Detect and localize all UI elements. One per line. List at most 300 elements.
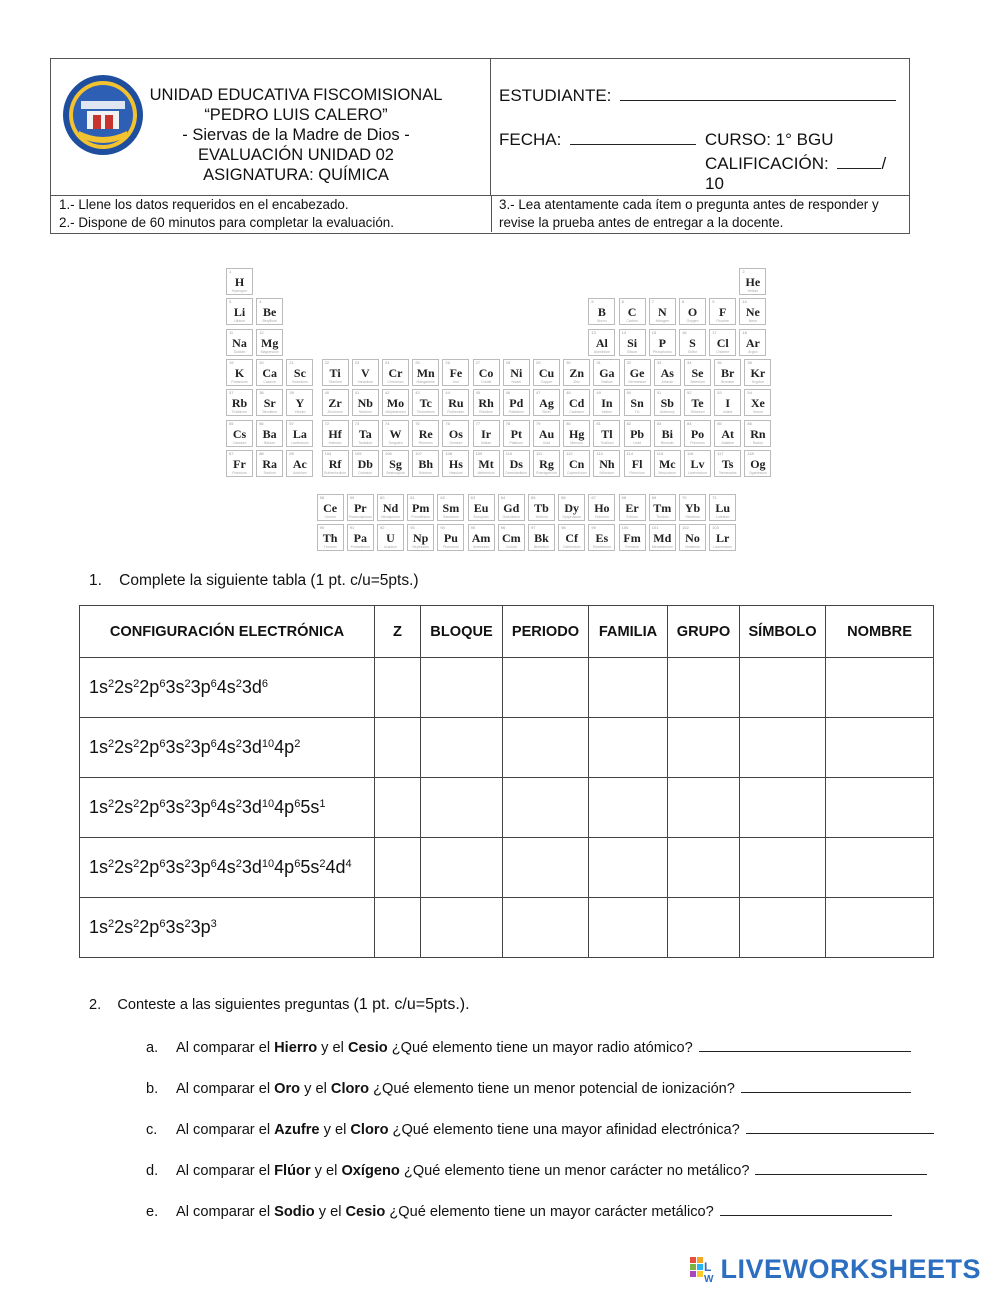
element-number: 25 <box>415 359 420 365</box>
element-number: 40 <box>324 390 330 396</box>
element-name: Antimony <box>660 410 675 415</box>
element-fe <box>442 359 469 386</box>
element-symbol: Tb <box>534 500 549 515</box>
element-2: Cloro <box>350 1122 389 1138</box>
element-name: Zirconium <box>327 410 343 415</box>
element-number: 15 <box>651 329 657 335</box>
element-rf <box>322 450 349 477</box>
element-number: 11 <box>229 329 234 335</box>
element-symbol: Y <box>295 396 305 411</box>
col-header-periodo: PERIODO <box>503 606 589 658</box>
element-number: 111 <box>536 450 543 456</box>
element-fr <box>226 450 253 477</box>
element-mt <box>473 450 500 477</box>
col-header-simbolo: SÍMBOLO <box>740 606 826 658</box>
table-row <box>80 898 934 958</box>
element-symbol: Nh <box>599 456 615 471</box>
element-name: Seaborgium <box>386 470 405 475</box>
element-symbol: Kr <box>750 365 766 380</box>
element-name: Hassium <box>449 470 463 475</box>
element-number: 44 <box>445 390 450 396</box>
answer-cell-simbolo[interactable] <box>740 778 826 838</box>
element-symbol: H <box>234 275 245 289</box>
element-name: Tantalum <box>358 440 373 445</box>
instruction-3-line-2: revise la prueba antes de entregar a la docente. <box>499 215 784 230</box>
element-name: Fluorine <box>716 319 730 324</box>
answer-cell-familia[interactable] <box>589 658 668 718</box>
orbital: 3p <box>190 737 211 757</box>
element-number: 41 <box>354 390 360 396</box>
electron-configuration <box>80 778 375 838</box>
element-name: Caesium <box>232 440 247 445</box>
element-nh <box>593 450 620 477</box>
answer-cell-simbolo[interactable] <box>740 838 826 898</box>
element-pb <box>624 420 651 447</box>
element-ti <box>322 359 349 386</box>
element-name: Helium <box>747 289 759 293</box>
orbital-electrons: 2 <box>184 798 191 810</box>
element-name: Protactinium <box>350 545 371 550</box>
table-row <box>80 718 934 778</box>
element-number: 14 <box>621 329 627 335</box>
element-name: Nihonium <box>599 470 615 475</box>
q2-title-text: 2. Conteste a las siguientes preguntas <box>89 997 350 1013</box>
element-number: 6 <box>621 299 624 305</box>
element-ne <box>739 298 766 325</box>
orbital-electrons: 6 <box>261 678 269 690</box>
element-symbol: Si <box>627 335 638 350</box>
element-name: Palladium <box>508 410 524 415</box>
answer-cell-periodo[interactable] <box>503 718 589 778</box>
table-row <box>80 778 934 838</box>
answer-cell-nombre[interactable] <box>826 778 934 838</box>
element-symbol: Pt <box>510 426 522 441</box>
element-number: 70 <box>682 494 687 500</box>
element-number: 51 <box>656 390 662 396</box>
answer-cell-grupo[interactable] <box>668 898 740 958</box>
answer-blank[interactable] <box>755 1163 927 1175</box>
answer-cell-familia[interactable] <box>589 898 668 958</box>
answer-blank[interactable] <box>746 1122 934 1134</box>
element-name: Americium <box>472 545 490 550</box>
element-name: Plutonium <box>443 545 459 550</box>
grade-blank[interactable] <box>837 153 881 169</box>
element-number: 31 <box>596 359 601 365</box>
element-name: Molybdenum <box>385 410 406 415</box>
student-name-blank[interactable] <box>620 85 896 101</box>
element-symbol: Zn <box>569 365 585 380</box>
element-pm <box>407 494 434 521</box>
element-number: 62 <box>440 494 445 500</box>
element-si <box>619 329 646 356</box>
orbital: 3s <box>165 857 185 877</box>
element-symbol: Sg <box>389 456 402 471</box>
orbital: 1s <box>89 677 109 697</box>
element-name: Californium <box>562 545 581 550</box>
grade-label: CALIFICACIÓN: <box>705 154 829 173</box>
instructions-right <box>499 196 879 232</box>
element-symbol: Ds <box>509 456 523 471</box>
element-ra <box>256 450 283 477</box>
answer-cell-simbolo[interactable] <box>740 898 826 958</box>
element-name: Cerium <box>324 514 336 519</box>
element-th <box>317 524 344 551</box>
orbital-electrons: 6 <box>159 738 166 750</box>
element-ho <box>588 494 615 521</box>
answer-blank[interactable] <box>720 1204 892 1216</box>
element-symbol: Nb <box>357 396 373 411</box>
element-symbol: Cd <box>569 396 585 411</box>
element-symbol: Mn <box>416 365 435 380</box>
element-number: 113 <box>596 450 603 456</box>
element-symbol: Yb <box>684 500 701 515</box>
answer-cell-z[interactable] <box>375 778 421 838</box>
element-number: 110 <box>505 450 513 456</box>
element-name: Argon <box>748 349 758 354</box>
element-number: 36 <box>747 359 752 365</box>
element-symbol: Ra <box>262 456 278 471</box>
element-ds <box>503 450 530 477</box>
element-symbol: Dy <box>564 500 580 515</box>
element-name: Oganesson <box>748 470 767 475</box>
orbital-electrons: 6 <box>159 918 166 930</box>
liveworksheets-brand <box>690 1254 981 1284</box>
answer-cell-familia[interactable] <box>589 778 668 838</box>
orbital: 1s <box>89 917 109 937</box>
answer-cell-bloque[interactable] <box>421 778 503 838</box>
element-number: 55 <box>229 420 234 426</box>
col-header-configuracion: CONFIGURACIÓN ELECTRÓNICA <box>80 606 375 658</box>
element-number: 30 <box>566 359 571 365</box>
element-ni <box>503 359 530 386</box>
answer-cell-z[interactable] <box>375 718 421 778</box>
element-number: 107 <box>415 450 422 456</box>
answer-blank[interactable] <box>741 1081 911 1093</box>
element-re <box>412 420 439 447</box>
element-name: Xenon <box>752 410 763 415</box>
element-symbol: Ir <box>481 426 492 441</box>
element-symbol: C <box>627 305 637 320</box>
element-symbol: La <box>292 426 307 441</box>
element-symbol: Lr <box>716 531 730 546</box>
element-name: Zinc <box>573 379 580 384</box>
element-symbol: Es <box>595 531 609 546</box>
element-name: Barium <box>264 440 276 445</box>
orbital-electrons: 10 <box>261 738 275 750</box>
element-er <box>619 494 646 521</box>
element-symbol: Cs <box>232 426 247 441</box>
orbital: 2p <box>139 677 160 697</box>
question-text-pre: Al comparar el <box>176 1122 275 1138</box>
answer-cell-grupo[interactable] <box>668 658 740 718</box>
element-bh <box>412 450 439 477</box>
brand-icon-letter-w: W <box>704 1273 714 1283</box>
element-mc <box>654 450 681 477</box>
element-lr <box>709 524 736 551</box>
element-te <box>684 389 711 416</box>
element-name: Dubnium <box>358 470 373 475</box>
answer-cell-grupo[interactable] <box>668 838 740 898</box>
orbital: 3d <box>241 737 262 757</box>
answer-cell-nombre[interactable] <box>826 718 934 778</box>
element-name: Actinium <box>293 470 307 475</box>
answer-cell-simbolo[interactable] <box>740 658 826 718</box>
answer-cell-nombre[interactable] <box>826 898 934 958</box>
element-1: Hierro <box>274 1040 318 1056</box>
question-text-mid: y el <box>317 1040 348 1056</box>
element-symbol: Bk <box>534 531 549 546</box>
element-name: Rutherfordium <box>324 470 347 475</box>
element-name: Hydrogen <box>231 289 248 293</box>
grade-row <box>705 153 909 194</box>
student-label: ESTUDIANTE: <box>499 86 612 105</box>
answer-cell-z[interactable] <box>375 838 421 898</box>
element-se <box>684 359 711 386</box>
element-xe <box>744 389 771 416</box>
orbital-electrons: 6 <box>294 798 301 810</box>
element-symbol: Ac <box>292 456 307 471</box>
element-number: 93 <box>410 525 415 531</box>
element-at <box>714 420 741 447</box>
element-number: 4 <box>259 299 262 305</box>
element-fm <box>619 524 646 551</box>
element-ag <box>533 389 560 416</box>
orbital-electrons: 2 <box>133 678 140 690</box>
element-hf <box>322 420 349 447</box>
element-symbol: He <box>745 275 761 289</box>
element-number: 46 <box>505 390 511 396</box>
orbital: 3s <box>165 917 185 937</box>
element-name: Krypton <box>751 379 764 384</box>
answer-cell-grupo[interactable] <box>668 718 740 778</box>
element-symbol: Pa <box>353 531 367 546</box>
electron-configuration <box>80 898 375 958</box>
element-po <box>684 420 711 447</box>
element-name: Bohrium <box>419 470 433 475</box>
element-symbol: Hg <box>569 426 585 441</box>
element-symbol: F <box>719 305 727 320</box>
orbital-electrons: 2 <box>294 738 301 750</box>
element-number: 91 <box>349 525 355 531</box>
element-symbol: Np <box>413 531 429 546</box>
orbital: 3p <box>190 917 211 937</box>
element-name: Praseodymium <box>348 514 372 519</box>
element-symbol: Al <box>595 335 608 350</box>
element-cn <box>563 450 590 477</box>
element-la <box>286 420 313 447</box>
element-symbol: Mt <box>478 456 494 471</box>
question-letter: b. <box>146 1081 159 1097</box>
element-name: Boron <box>597 319 607 324</box>
element-name: Scandium <box>292 379 308 384</box>
element-symbol: Ce <box>323 500 338 515</box>
element-symbol: Sr <box>263 396 276 411</box>
element-name: Terbium <box>535 514 548 519</box>
element-name: Francium <box>232 470 247 475</box>
col-header-bloque: BLOQUE <box>421 606 503 658</box>
element-number: 82 <box>626 420 632 426</box>
element-name: Gallium <box>600 379 613 384</box>
element-number: 59 <box>349 494 355 500</box>
element-symbol: Pb <box>630 426 645 441</box>
element-name: Neptunium <box>412 545 430 550</box>
answer-cell-periodo[interactable] <box>503 838 589 898</box>
element-name: Potassium <box>231 379 248 384</box>
element-ce <box>317 494 344 521</box>
element-symbol: K <box>234 365 245 380</box>
element-number: 53 <box>717 390 722 396</box>
element-symbol: Au <box>538 426 555 441</box>
element-symbol: Pu <box>443 531 458 546</box>
element-name: Gadolinium <box>502 514 521 519</box>
element-pr <box>347 494 374 521</box>
element-number: 60 <box>380 494 385 500</box>
answer-cell-bloque[interactable] <box>421 838 503 898</box>
element-symbol: W <box>389 426 402 441</box>
element-os <box>442 420 469 447</box>
orbital: 3s <box>165 797 185 817</box>
element-symbol: Am <box>471 531 491 546</box>
element-symbol: Sc <box>293 365 306 380</box>
element-dy <box>558 494 585 521</box>
element-name: Hafnium <box>328 440 342 445</box>
element-symbol: Pd <box>509 396 524 411</box>
element-sm <box>437 494 464 521</box>
element-mg <box>256 329 283 356</box>
school-info-cell <box>51 59 491 195</box>
element-nb <box>352 389 379 416</box>
element-sb <box>654 389 681 416</box>
answer-cell-z[interactable] <box>375 658 421 718</box>
question-item <box>146 1081 911 1097</box>
electron-configuration <box>80 718 375 778</box>
element-cs <box>226 420 253 447</box>
element-symbol: Hf <box>328 426 342 441</box>
brand-icon-letter-l: L <box>704 1259 712 1274</box>
question-text-pre: Al comparar el <box>176 1040 275 1056</box>
element-number: 28 <box>505 359 511 365</box>
answer-cell-z[interactable] <box>375 898 421 958</box>
element-md <box>649 524 676 551</box>
element-name: Yttrium <box>294 410 306 415</box>
answer-cell-nombre[interactable] <box>826 838 934 898</box>
element-symbol: Cn <box>569 456 585 471</box>
element-ta <box>352 420 379 447</box>
element-name: Mercury <box>570 440 583 445</box>
element-v <box>352 359 379 386</box>
answer-cell-familia[interactable] <box>589 838 668 898</box>
orbital: 2p <box>139 857 160 877</box>
answer-cell-periodo[interactable] <box>503 658 589 718</box>
element-name: Iridium <box>480 440 492 445</box>
element-number: 26 <box>445 359 450 365</box>
element-symbol: Mc <box>658 456 676 471</box>
element-tl <box>593 420 620 447</box>
answer-cell-simbolo[interactable] <box>740 718 826 778</box>
orbital: 2s <box>114 797 134 817</box>
element-number: 87 <box>229 450 234 456</box>
answer-blank[interactable] <box>699 1040 911 1052</box>
element-symbol: Rg <box>539 456 554 471</box>
orbital-electrons: 2 <box>184 678 191 690</box>
school-line-3: - Siervas de la Madre de Dios - <box>182 126 410 144</box>
element-symbol: Sn <box>630 396 644 411</box>
element-mn <box>412 359 439 386</box>
element-name: Iron <box>452 379 459 384</box>
q1-table-body <box>80 658 934 958</box>
element-np <box>407 524 434 551</box>
element-name: Germanium <box>627 379 647 384</box>
element-name: Calcium <box>263 379 277 384</box>
element-symbol: Th <box>322 531 338 546</box>
element-symbol: Rf <box>328 456 342 471</box>
answer-cell-nombre[interactable] <box>826 658 934 718</box>
element-number: 29 <box>536 359 541 365</box>
element-number: 109 <box>475 450 483 456</box>
periodic-table <box>226 268 772 550</box>
orbital-electrons: 2 <box>133 798 140 810</box>
element-symbol: Fm <box>623 531 641 546</box>
element-number: 92 <box>380 525 385 531</box>
element-symbol: Hs <box>448 456 463 471</box>
element-rh <box>473 389 500 416</box>
element-name: Cadmium <box>569 410 585 415</box>
element-number: 38 <box>259 390 264 396</box>
element-as <box>654 359 681 386</box>
answer-cell-periodo[interactable] <box>503 898 589 958</box>
element-number: 98 <box>561 525 566 531</box>
answer-cell-bloque[interactable] <box>421 718 503 778</box>
element-number: 9 <box>712 299 715 305</box>
answer-cell-bloque[interactable] <box>421 658 503 718</box>
orbital: 2p <box>139 737 160 757</box>
element-sr <box>256 389 283 416</box>
element-number: 63 <box>470 494 476 500</box>
question-text-mid: y el <box>314 1204 346 1220</box>
element-name: Titanium <box>328 379 342 384</box>
element-number: 71 <box>712 494 717 500</box>
element-br <box>714 359 741 386</box>
element-number: 61 <box>410 494 415 500</box>
element-number: 102 <box>682 525 689 531</box>
element-name: Osmium <box>449 440 463 445</box>
element-w <box>382 420 409 447</box>
element-name: Chromium <box>387 379 404 384</box>
element-cu <box>533 359 560 386</box>
instruction-1: 1.- Llene los datos requeridos en el encabezado. <box>59 197 349 212</box>
orbital: 3s <box>165 737 185 757</box>
date-blank[interactable] <box>570 129 696 145</box>
element-symbol: Ag <box>539 396 554 411</box>
element-symbol: No <box>685 531 700 546</box>
element-number: 89 <box>289 450 294 456</box>
orbital-electrons: 6 <box>210 798 217 810</box>
element-number: 84 <box>687 420 692 426</box>
element-number: 80 <box>566 420 571 426</box>
electron-configuration <box>80 838 375 898</box>
orbital-electrons: 2 <box>133 858 140 870</box>
element-symbol: Re <box>418 426 433 441</box>
answer-cell-grupo[interactable] <box>668 778 740 838</box>
element-cm <box>498 524 525 551</box>
orbital: 2p <box>139 797 160 817</box>
element-number: 65 <box>531 494 536 500</box>
answer-cell-bloque[interactable] <box>421 898 503 958</box>
element-symbol: Ar <box>745 335 760 350</box>
element-name: Neon <box>748 319 758 324</box>
answer-cell-periodo[interactable] <box>503 778 589 838</box>
answer-cell-familia[interactable] <box>589 718 668 778</box>
